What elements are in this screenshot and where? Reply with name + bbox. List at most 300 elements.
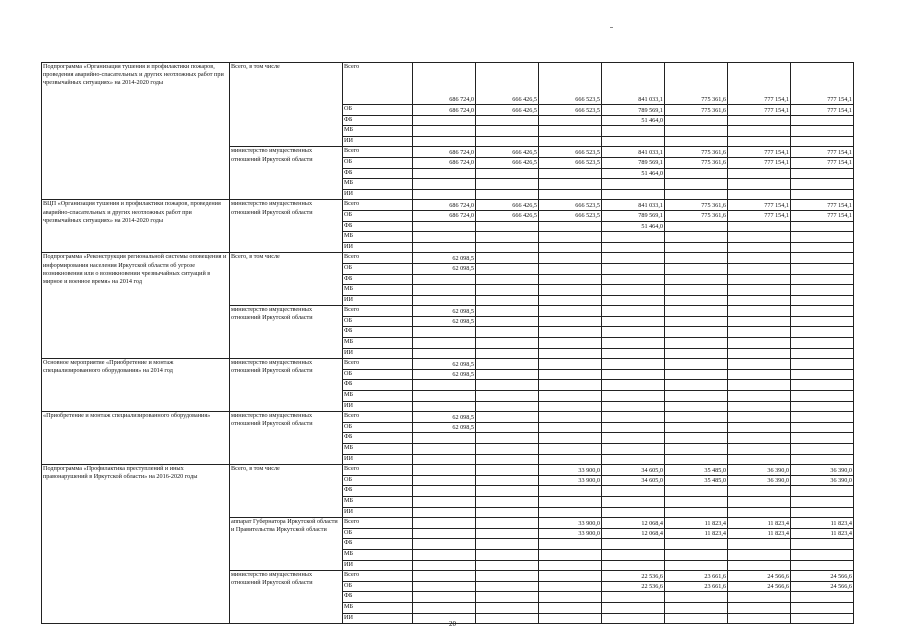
table-row <box>42 359 854 370</box>
amount-cell <box>602 295 665 306</box>
amount-cell <box>476 380 539 391</box>
amount-cell <box>602 380 665 391</box>
amount-cell <box>413 539 476 550</box>
amount-cell <box>539 571 602 582</box>
funding-source-cell: ФБ <box>343 486 413 497</box>
amount-cell <box>728 221 791 232</box>
amount-cell <box>539 232 602 243</box>
amount-cell <box>539 179 602 190</box>
amount-cell <box>602 422 665 433</box>
amount-cell: 11 823,4 <box>791 528 854 539</box>
amount-cell <box>539 486 602 497</box>
amount-cell <box>413 602 476 613</box>
funding-source-cell: МБ <box>343 232 413 243</box>
amount-cell: 36 390,0 <box>791 475 854 486</box>
amount-cell: 51 464,0 <box>602 168 665 179</box>
amount-cell <box>602 316 665 327</box>
amount-cell <box>476 475 539 486</box>
amount-cell: 34 605,0 <box>602 465 665 476</box>
amount-cell <box>413 115 476 126</box>
amount-cell <box>791 232 854 243</box>
amount-cell <box>539 242 602 253</box>
amount-cell: 62 098,5 <box>413 412 476 423</box>
amount-cell: 686 724,0 <box>413 147 476 158</box>
amount-cell <box>791 221 854 232</box>
amount-cell <box>602 592 665 603</box>
amount-cell <box>665 507 728 518</box>
amount-cell <box>476 306 539 317</box>
amount-cell: 775 361,6 <box>665 105 728 116</box>
amount-cell: 775 361,6 <box>665 63 728 105</box>
amount-cell <box>476 338 539 349</box>
funding-source-cell: Всего <box>343 253 413 264</box>
amount-cell <box>791 126 854 137</box>
amount-cell <box>413 507 476 518</box>
budget-table <box>41 62 854 624</box>
funding-source-cell: ИИ <box>343 507 413 518</box>
program-name-cell: Подпрограмма «Организация тушения и профилактики пожаров, проведения аварийно-спасательных и других неотложных работ при чрезвычайных ситуациях» на 2014-2020 годы <box>42 63 230 200</box>
amount-cell: 686 724,0 <box>413 105 476 116</box>
amount-cell: 35 485,0 <box>665 475 728 486</box>
amount-cell <box>665 422 728 433</box>
amount-cell <box>791 433 854 444</box>
amount-cell <box>476 274 539 285</box>
funding-source-cell: ИИ <box>343 613 413 624</box>
amount-cell <box>602 189 665 200</box>
amount-cell <box>728 115 791 126</box>
amount-cell <box>602 253 665 264</box>
responsible-cell: министерство имущественных отношений Иркутской области <box>230 200 343 253</box>
amount-cell <box>602 539 665 550</box>
amount-cell <box>413 391 476 402</box>
amount-cell <box>539 401 602 412</box>
amount-cell <box>791 115 854 126</box>
amount-cell: 841 033,1 <box>602 63 665 105</box>
funding-source-cell: ФБ <box>343 221 413 232</box>
amount-cell <box>665 433 728 444</box>
amount-cell: 777 154,1 <box>791 105 854 116</box>
responsible-cell: министерство имущественных отношений Иркутской области <box>230 306 343 359</box>
amount-cell <box>791 306 854 317</box>
funding-source-cell: ФБ <box>343 115 413 126</box>
funding-source-cell: МБ <box>343 126 413 137</box>
amount-cell: 23 661,6 <box>665 571 728 582</box>
amount-cell <box>602 560 665 571</box>
amount-cell <box>476 316 539 327</box>
amount-cell <box>791 136 854 147</box>
funding-source-cell: Всего <box>343 147 413 158</box>
amount-cell: 33 900,0 <box>539 475 602 486</box>
amount-cell <box>476 189 539 200</box>
amount-cell <box>665 263 728 274</box>
amount-cell <box>791 380 854 391</box>
responsible-cell: министерство имущественных отношений Иркутской области <box>230 412 343 465</box>
amount-cell: 686 724,0 <box>413 157 476 168</box>
funding-source-cell: ОБ <box>343 263 413 274</box>
amount-cell: 666 426,5 <box>476 200 539 211</box>
amount-cell <box>602 549 665 560</box>
amount-cell: 33 900,0 <box>539 518 602 529</box>
amount-cell: 22 536,6 <box>602 571 665 582</box>
amount-cell <box>476 115 539 126</box>
amount-cell <box>602 433 665 444</box>
amount-cell <box>413 433 476 444</box>
amount-cell <box>728 136 791 147</box>
amount-cell <box>665 221 728 232</box>
amount-cell: 11 823,4 <box>791 518 854 529</box>
amount-cell: 686 724,0 <box>413 200 476 211</box>
funding-source-cell: ФБ <box>343 592 413 603</box>
amount-cell <box>413 327 476 338</box>
amount-cell <box>539 433 602 444</box>
amount-cell <box>665 486 728 497</box>
amount-cell <box>413 571 476 582</box>
amount-cell: 666 523,5 <box>539 157 602 168</box>
amount-cell <box>602 602 665 613</box>
amount-cell: 11 823,4 <box>728 528 791 539</box>
amount-cell <box>728 263 791 274</box>
amount-cell <box>413 274 476 285</box>
funding-source-cell: МБ <box>343 338 413 349</box>
amount-cell <box>476 560 539 571</box>
funding-source-cell: Всего <box>343 412 413 423</box>
amount-cell <box>413 592 476 603</box>
amount-cell: 841 033,1 <box>602 147 665 158</box>
funding-source-cell: Всего <box>343 200 413 211</box>
amount-cell <box>791 369 854 380</box>
amount-cell <box>602 401 665 412</box>
amount-cell <box>791 507 854 518</box>
amount-cell <box>728 549 791 560</box>
amount-cell <box>539 274 602 285</box>
amount-cell <box>539 391 602 402</box>
amount-cell <box>728 412 791 423</box>
amount-cell <box>665 242 728 253</box>
amount-cell <box>791 592 854 603</box>
amount-cell <box>665 179 728 190</box>
funding-source-cell: МБ <box>343 391 413 402</box>
amount-cell <box>539 136 602 147</box>
amount-cell <box>539 412 602 423</box>
program-name-cell: Подпрограмма «Профилактика преступлений и иных правонарушений в Иркутской области» на 2016-2020 годы <box>42 465 230 624</box>
amount-cell: 36 390,0 <box>791 465 854 476</box>
amount-cell: 62 098,5 <box>413 359 476 370</box>
amount-cell <box>602 274 665 285</box>
amount-cell: 24 566,6 <box>728 581 791 592</box>
amount-cell <box>476 253 539 264</box>
amount-cell: 11 823,4 <box>665 518 728 529</box>
responsible-cell: Всего, в том числе <box>230 253 343 306</box>
amount-cell <box>539 422 602 433</box>
amount-cell: 666 426,5 <box>476 157 539 168</box>
amount-cell <box>665 285 728 296</box>
amount-cell <box>413 528 476 539</box>
amount-cell <box>413 475 476 486</box>
amount-cell <box>602 126 665 137</box>
funding-source-cell: ОБ <box>343 475 413 486</box>
amount-cell <box>476 465 539 476</box>
amount-cell <box>476 348 539 359</box>
amount-cell <box>539 295 602 306</box>
funding-source-cell: МБ <box>343 444 413 455</box>
amount-cell <box>665 274 728 285</box>
amount-cell <box>602 348 665 359</box>
amount-cell <box>602 444 665 455</box>
amount-cell: 62 098,5 <box>413 369 476 380</box>
responsible-cell: министерство имущественных отношений Иркутской области <box>230 147 343 200</box>
amount-cell <box>413 465 476 476</box>
funding-source-cell: ИИ <box>343 136 413 147</box>
amount-cell <box>539 507 602 518</box>
amount-cell <box>476 592 539 603</box>
amount-cell <box>413 285 476 296</box>
funding-source-cell: ИИ <box>343 454 413 465</box>
funding-source-cell: ИИ <box>343 189 413 200</box>
amount-cell <box>602 359 665 370</box>
amount-cell: 11 823,4 <box>728 518 791 529</box>
amount-cell <box>413 518 476 529</box>
amount-cell <box>791 496 854 507</box>
amount-cell <box>539 126 602 137</box>
amount-cell: 12 068,4 <box>602 518 665 529</box>
amount-cell <box>413 168 476 179</box>
funding-source-cell: ОБ <box>343 422 413 433</box>
amount-cell <box>728 496 791 507</box>
funding-source-cell: ФБ <box>343 327 413 338</box>
amount-cell: 666 426,5 <box>476 210 539 221</box>
amount-cell: 775 361,6 <box>665 147 728 158</box>
amount-cell: 777 154,1 <box>728 147 791 158</box>
amount-cell: 62 098,5 <box>413 422 476 433</box>
amount-cell <box>413 549 476 560</box>
amount-cell <box>602 263 665 274</box>
amount-cell <box>728 295 791 306</box>
amount-cell <box>539 115 602 126</box>
amount-cell <box>539 444 602 455</box>
amount-cell: 24 566,6 <box>728 571 791 582</box>
amount-cell <box>476 602 539 613</box>
amount-cell: 34 605,0 <box>602 475 665 486</box>
amount-cell <box>476 581 539 592</box>
program-name-cell: Подпрограмма «Реконструкция региональной системы оповещения и информирования населения Иркутской области об угрозе возникновения или о возникновении чрезвычайных ситуаций в мирное и военное время» на 2014 год <box>42 253 230 359</box>
funding-source-cell: Всего <box>343 306 413 317</box>
amount-cell <box>476 518 539 529</box>
amount-cell: 35 485,0 <box>665 465 728 476</box>
amount-cell <box>665 602 728 613</box>
funding-source-cell: ФБ <box>343 274 413 285</box>
funding-source-cell: ОБ <box>343 369 413 380</box>
funding-source-cell: ФБ <box>343 539 413 550</box>
amount-cell <box>665 348 728 359</box>
amount-cell <box>728 338 791 349</box>
amount-cell <box>791 359 854 370</box>
amount-cell <box>728 316 791 327</box>
amount-cell <box>602 232 665 243</box>
program-name-cell: Основное мероприятие «Приобретение и монтаж специализированного оборудования» на 2014 год <box>42 359 230 412</box>
amount-cell <box>539 602 602 613</box>
amount-cell <box>728 306 791 317</box>
amount-cell <box>665 454 728 465</box>
amount-cell <box>665 168 728 179</box>
amount-cell <box>728 560 791 571</box>
amount-cell <box>413 581 476 592</box>
scan-speck <box>610 27 613 28</box>
responsible-cell: министерство имущественных отношений Иркутской области <box>230 359 343 412</box>
amount-cell <box>413 242 476 253</box>
amount-cell <box>665 232 728 243</box>
amount-cell <box>539 549 602 560</box>
amount-cell <box>602 242 665 253</box>
amount-cell <box>539 454 602 465</box>
amount-cell <box>413 560 476 571</box>
amount-cell <box>791 454 854 465</box>
amount-cell: 666 426,5 <box>476 147 539 158</box>
amount-cell <box>728 285 791 296</box>
amount-cell <box>539 316 602 327</box>
amount-cell: 777 154,1 <box>728 105 791 116</box>
amount-cell <box>728 168 791 179</box>
amount-cell <box>602 369 665 380</box>
amount-cell <box>791 348 854 359</box>
amount-cell <box>665 560 728 571</box>
amount-cell: 666 523,5 <box>539 105 602 116</box>
amount-cell <box>791 602 854 613</box>
amount-cell <box>539 539 602 550</box>
amount-cell <box>539 496 602 507</box>
funding-source-cell: ИИ <box>343 401 413 412</box>
amount-cell <box>665 401 728 412</box>
funding-source-cell: ИИ <box>343 560 413 571</box>
amount-cell <box>791 263 854 274</box>
amount-cell <box>476 359 539 370</box>
amount-cell: 12 068,4 <box>602 528 665 539</box>
amount-cell <box>791 391 854 402</box>
amount-cell: 36 390,0 <box>728 465 791 476</box>
amount-cell <box>413 486 476 497</box>
amount-cell <box>665 189 728 200</box>
amount-cell <box>728 348 791 359</box>
amount-cell <box>539 189 602 200</box>
amount-cell <box>602 327 665 338</box>
amount-cell <box>791 179 854 190</box>
amount-cell: 789 569,1 <box>602 157 665 168</box>
amount-cell: 62 098,5 <box>413 306 476 317</box>
amount-cell <box>602 454 665 465</box>
funding-source-cell: ИИ <box>343 348 413 359</box>
amount-cell <box>413 136 476 147</box>
amount-cell <box>791 549 854 560</box>
funding-source-cell: МБ <box>343 602 413 613</box>
amount-cell: 777 154,1 <box>791 63 854 105</box>
amount-cell <box>476 232 539 243</box>
amount-cell: 666 523,5 <box>539 200 602 211</box>
amount-cell <box>476 507 539 518</box>
amount-cell: 777 154,1 <box>728 210 791 221</box>
program-name-cell: ВЦП «Организация тушения и профилактики пожаров, проведения аварийно-спасательных и других неотложных работ при чрезвычайных ситуациях» на 2014-2020 годы <box>42 200 230 253</box>
amount-cell <box>728 602 791 613</box>
amount-cell: 666 426,5 <box>476 105 539 116</box>
amount-cell: 62 098,5 <box>413 316 476 327</box>
table-row <box>42 63 854 105</box>
amount-cell <box>665 444 728 455</box>
amount-cell <box>665 412 728 423</box>
amount-cell <box>665 539 728 550</box>
amount-cell: 36 390,0 <box>728 475 791 486</box>
amount-cell <box>539 253 602 264</box>
responsible-cell: Всего, в том числе <box>230 63 343 147</box>
amount-cell <box>413 444 476 455</box>
table-row <box>42 200 854 211</box>
amount-cell <box>413 126 476 137</box>
amount-cell: 62 098,5 <box>413 263 476 274</box>
funding-source-cell: Всего <box>343 63 413 105</box>
amount-cell: 789 569,1 <box>602 105 665 116</box>
funding-source-cell: ОБ <box>343 105 413 116</box>
amount-cell <box>539 581 602 592</box>
amount-cell <box>539 263 602 274</box>
amount-cell <box>728 253 791 264</box>
amount-cell <box>413 189 476 200</box>
amount-cell <box>413 348 476 359</box>
amount-cell <box>665 295 728 306</box>
amount-cell <box>728 391 791 402</box>
amount-cell: 775 361,6 <box>665 210 728 221</box>
amount-cell: 777 154,1 <box>791 200 854 211</box>
amount-cell: 686 724,0 <box>413 63 476 105</box>
amount-cell <box>728 592 791 603</box>
amount-cell <box>728 189 791 200</box>
amount-cell <box>413 380 476 391</box>
responsible-cell: аппарат Губернатора Иркутской области и Правительства Иркутской области <box>230 518 343 571</box>
amount-cell <box>539 348 602 359</box>
amount-cell: 777 154,1 <box>728 63 791 105</box>
amount-cell: 62 098,5 <box>413 253 476 264</box>
amount-cell: 777 154,1 <box>728 157 791 168</box>
amount-cell <box>791 253 854 264</box>
amount-cell <box>665 136 728 147</box>
funding-source-cell: ИИ <box>343 242 413 253</box>
amount-cell <box>728 444 791 455</box>
amount-cell <box>413 338 476 349</box>
amount-cell <box>728 369 791 380</box>
amount-cell <box>476 126 539 137</box>
amount-cell <box>665 327 728 338</box>
funding-source-cell: ИИ <box>343 295 413 306</box>
amount-cell <box>665 549 728 560</box>
amount-cell: 22 536,6 <box>602 581 665 592</box>
amount-cell: 666 523,5 <box>539 147 602 158</box>
responsible-cell: министерство имущественных отношений Иркутской области <box>230 571 343 624</box>
program-name-cell: «Приобретение и монтаж специализированного оборудования» <box>42 412 230 465</box>
amount-cell <box>665 338 728 349</box>
amount-cell <box>602 391 665 402</box>
amount-cell: 666 426,5 <box>476 63 539 105</box>
amount-cell <box>476 263 539 274</box>
amount-cell: 775 361,6 <box>665 157 728 168</box>
amount-cell <box>665 391 728 402</box>
amount-cell <box>476 422 539 433</box>
page-number: 20 <box>449 620 456 628</box>
amount-cell <box>728 401 791 412</box>
amount-cell <box>413 401 476 412</box>
amount-cell: 777 154,1 <box>791 210 854 221</box>
amount-cell <box>539 592 602 603</box>
amount-cell <box>413 221 476 232</box>
amount-cell <box>791 422 854 433</box>
funding-source-cell: МБ <box>343 496 413 507</box>
amount-cell: 777 154,1 <box>791 157 854 168</box>
amount-cell <box>791 539 854 550</box>
